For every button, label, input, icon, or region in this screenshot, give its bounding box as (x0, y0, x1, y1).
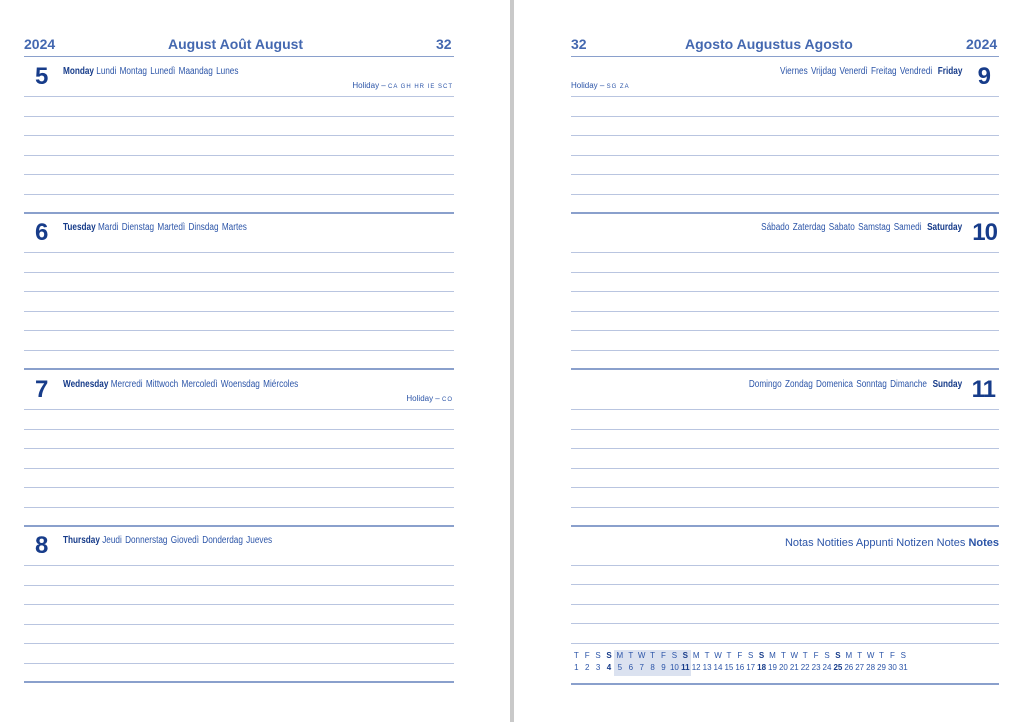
day-name: Mercredi (110, 379, 143, 390)
day-name: Domingo (748, 379, 782, 390)
mini-calendar-date: 4 (606, 663, 612, 672)
holiday-label: Holiday – (352, 81, 386, 90)
month-word: Août (219, 36, 252, 52)
day-name-primary: Thursday (63, 535, 100, 546)
month-word: August (254, 36, 304, 52)
mini-calendar-date: 26 (844, 663, 854, 672)
day-name: Donnerstag (125, 535, 168, 546)
ruled-line (571, 116, 999, 117)
notes-word: Notes (936, 537, 966, 549)
mini-calendar-weekday: F (813, 651, 819, 660)
right-month-title (685, 36, 853, 56)
day-divider (571, 525, 999, 527)
mini-calendar-date: 3 (595, 663, 601, 672)
ruled-line (24, 96, 454, 97)
ruled-line (24, 468, 454, 469)
ruled-line (571, 330, 999, 331)
holiday-codes: CO (442, 397, 453, 403)
ruled-line (24, 507, 454, 508)
mini-calendar-date: 19 (768, 663, 777, 672)
month-word: August (168, 36, 217, 52)
day-names (749, 379, 962, 390)
day-number: 10 (972, 219, 997, 246)
bottom-rule (571, 683, 999, 685)
day-name: Samstag (857, 222, 891, 233)
day-name: Vrijdag (810, 66, 836, 77)
ruled-line (24, 194, 454, 195)
ruled-line (24, 272, 454, 273)
day-name: Mercoledì (181, 379, 218, 390)
ruled-line (571, 623, 999, 624)
month-word: Augustus (736, 36, 802, 52)
mini-calendar-date: 17 (746, 663, 756, 672)
mini-calendar-date: 24 (822, 663, 832, 672)
day-name: Venerdì (839, 66, 868, 77)
mini-calendar-date: 18 (757, 663, 767, 672)
mini-calendar-date: 15 (724, 663, 734, 672)
mini-calendar-weekday: M (692, 651, 700, 660)
mini-calendar-date: 16 (735, 663, 745, 672)
left-page (0, 0, 510, 722)
mini-calendar-date: 27 (855, 663, 865, 672)
mini-calendar-weekday: T (857, 651, 863, 660)
day-names (63, 222, 250, 233)
mini-calendar-weekday: W (790, 651, 799, 660)
mini-calendar-date: 1 (574, 663, 579, 672)
ruled-line (571, 96, 999, 97)
mini-calendar-weekday: S (835, 651, 841, 660)
mini-calendar-weekday: W (866, 651, 875, 660)
mini-calendar-weekday: T (628, 651, 634, 660)
mini-calendar-weekday: S (595, 651, 601, 660)
mini-calendar-date: 21 (789, 663, 799, 672)
ruled-line (24, 429, 454, 430)
month-word: Agosto (685, 36, 734, 52)
left-month-title (168, 36, 303, 56)
day-name-primary: Friday (937, 66, 962, 77)
mini-calendar-date: 25 (833, 663, 843, 672)
left-year: 2024 (24, 36, 56, 52)
mini-calendar-date: 14 (713, 663, 723, 672)
day-name: Sabato (828, 222, 855, 233)
day-divider (571, 368, 999, 370)
day-name: Dinsdag (188, 222, 219, 233)
day-divider (24, 368, 454, 370)
mini-calendar-weekday: F (661, 651, 666, 660)
mini-calendar-weekday: M (616, 651, 624, 660)
ruled-line (24, 487, 454, 488)
ruled-line (571, 565, 999, 566)
ruled-line (571, 604, 999, 605)
ruled-line (24, 311, 454, 312)
mini-calendar-date: 6 (628, 663, 634, 672)
day-name: Viernes (779, 66, 808, 77)
mini-calendar-weekday: F (737, 651, 743, 660)
ruled-line (24, 135, 454, 136)
right-year: 2024 (966, 36, 998, 52)
day-name-primary: Saturday (926, 222, 962, 233)
day-divider (24, 681, 454, 683)
mini-calendar-weekday: T (726, 651, 732, 660)
ruled-line (24, 116, 454, 117)
ruled-line (24, 252, 454, 253)
day-name: Domenica (815, 379, 853, 390)
day-divider (24, 525, 454, 527)
mini-calendar-date: 10 (669, 663, 679, 672)
ruled-line (24, 330, 454, 331)
mini-calendar-date: 5 (617, 663, 623, 672)
day-number: 9 (977, 63, 990, 90)
ruled-line (571, 155, 999, 156)
mini-calendar-weekday: F (889, 651, 895, 660)
day-name-primary: Tuesday (63, 222, 96, 233)
day-name-primary: Wednesday (63, 379, 109, 390)
day-number: 5 (35, 63, 48, 90)
day-name: Miércoles (263, 379, 299, 390)
day-name: Dienstag (121, 222, 155, 233)
day-name-primary: Monday (63, 66, 94, 77)
day-name: Mittwoch (145, 379, 179, 390)
ruled-line (571, 584, 999, 585)
mini-calendar-weekday: W (637, 651, 646, 660)
ruled-line (571, 135, 999, 136)
mini-calendar-weekday: S (682, 651, 688, 660)
month-word: Agosto (804, 36, 853, 52)
mini-calendar-weekday: S (748, 651, 754, 660)
ruled-line (571, 507, 999, 508)
ruled-line (24, 409, 454, 410)
holiday-codes: CA GH HR IE SCT (387, 84, 453, 90)
day-number: 7 (35, 376, 48, 403)
mini-calendar-date: 22 (800, 663, 810, 672)
mini-calendar-date: 8 (650, 663, 655, 672)
ruled-line (571, 487, 999, 488)
day-divider (24, 212, 454, 214)
notes-word: Notas (784, 537, 814, 549)
mini-calendar-date: 12 (691, 663, 701, 672)
mini-calendar-weekday: S (671, 651, 678, 660)
mini-calendar (571, 650, 999, 676)
day-names (780, 66, 962, 77)
right-week-number: 32 (571, 36, 587, 52)
mini-calendar-weekday: T (802, 651, 808, 660)
day-number: 11 (971, 376, 995, 403)
mini-calendar-weekday: T (573, 651, 579, 660)
ruled-line (571, 350, 999, 351)
mini-calendar-date: 23 (811, 663, 821, 672)
mini-calendar-date: 31 (898, 663, 908, 672)
day-name: Donderdag (202, 535, 243, 546)
ruled-line (24, 350, 454, 351)
mini-calendar-weekday: S (606, 651, 612, 660)
day-name: Lunedì (150, 66, 176, 77)
ruled-line (571, 311, 999, 312)
day-name-primary: Sunday (932, 379, 962, 390)
ruled-line (571, 429, 999, 430)
ruled-line (24, 155, 454, 156)
day-name: Vendredi (899, 66, 932, 77)
ruled-line (571, 272, 999, 273)
notes-heading (785, 537, 999, 549)
mini-calendar-date: 7 (639, 663, 644, 672)
mini-calendar-weekday: M (769, 651, 776, 660)
notes-primary: Notes (968, 537, 999, 549)
ruled-line (571, 174, 999, 175)
ruled-line (24, 174, 454, 175)
right-page (514, 0, 1024, 722)
mini-calendar-weekday: T (879, 651, 884, 660)
mini-calendar-weekday: M (845, 651, 853, 660)
notes-word: Notizen (896, 537, 934, 549)
day-name: Giovedì (170, 535, 200, 546)
mini-calendar-weekday: S (824, 651, 830, 660)
day-name: Sonntag (856, 379, 887, 390)
day-name: Lundi (96, 66, 117, 77)
mini-calendar-weekday: S (758, 651, 765, 660)
mini-calendar-date: 11 (681, 663, 690, 672)
ruled-line (571, 291, 999, 292)
mini-calendar-weekday: T (650, 651, 656, 660)
holiday-note (352, 81, 453, 90)
ruled-line (571, 448, 999, 449)
day-name: Jeudi (102, 535, 122, 546)
holiday-label: Holiday – (571, 81, 605, 90)
day-name: Martes (221, 222, 247, 233)
mini-calendar-weekday: T (780, 651, 786, 660)
mini-calendar-date: 9 (661, 663, 666, 672)
day-name: Maandag (178, 66, 213, 77)
mini-calendar-date: 2 (584, 663, 590, 672)
day-name: Dimanche (889, 379, 927, 390)
ruled-line (24, 565, 454, 566)
mini-calendar-date: 28 (866, 663, 876, 672)
notes-word: Notities (816, 537, 854, 549)
day-names (761, 222, 962, 233)
mini-calendar-weekday: T (704, 651, 710, 660)
mini-calendar-weekday: S (900, 651, 906, 660)
day-name: Samedi (893, 222, 922, 233)
ruled-line (24, 624, 454, 625)
day-number: 6 (35, 219, 48, 246)
day-name: Lunes (216, 66, 239, 77)
day-names (63, 379, 302, 390)
ruled-line (24, 604, 454, 605)
ruled-line (571, 468, 999, 469)
day-name: Zondag (784, 379, 813, 390)
mini-calendar-date: 13 (702, 663, 712, 672)
ruled-line (571, 409, 999, 410)
day-names (63, 66, 242, 77)
day-name: Montag (119, 66, 147, 77)
ruled-line (571, 643, 999, 644)
mini-calendar-weekday: F (584, 651, 590, 660)
day-name: Martedì (157, 222, 186, 233)
mini-calendar-weekday: W (714, 651, 722, 660)
day-name: Woensdag (220, 379, 260, 390)
holiday-note (571, 81, 630, 90)
day-number: 8 (35, 532, 48, 559)
ruled-line (571, 252, 999, 253)
ruled-line (24, 585, 454, 586)
holiday-note (406, 394, 453, 403)
day-name: Zaterdag (792, 222, 826, 233)
day-name: Mardi (97, 222, 119, 233)
day-divider (571, 212, 999, 214)
ruled-line (24, 663, 454, 664)
holiday-label: Holiday – (406, 394, 440, 403)
ruled-line (571, 194, 999, 195)
day-name: Freitag (870, 66, 897, 77)
ruled-line (24, 291, 454, 292)
ruled-line (24, 448, 454, 449)
day-name: Sábado (760, 222, 790, 233)
holiday-codes: SG ZA (606, 84, 630, 90)
day-name: Jueves (246, 535, 273, 546)
notes-word: Appunti (855, 537, 894, 549)
ruled-line (24, 643, 454, 644)
mini-calendar-date: 29 (877, 663, 886, 672)
mini-calendar-date: 30 (887, 663, 897, 672)
left-week-number: 32 (436, 36, 452, 52)
mini-calendar-date: 20 (778, 663, 788, 672)
day-names (63, 535, 275, 546)
